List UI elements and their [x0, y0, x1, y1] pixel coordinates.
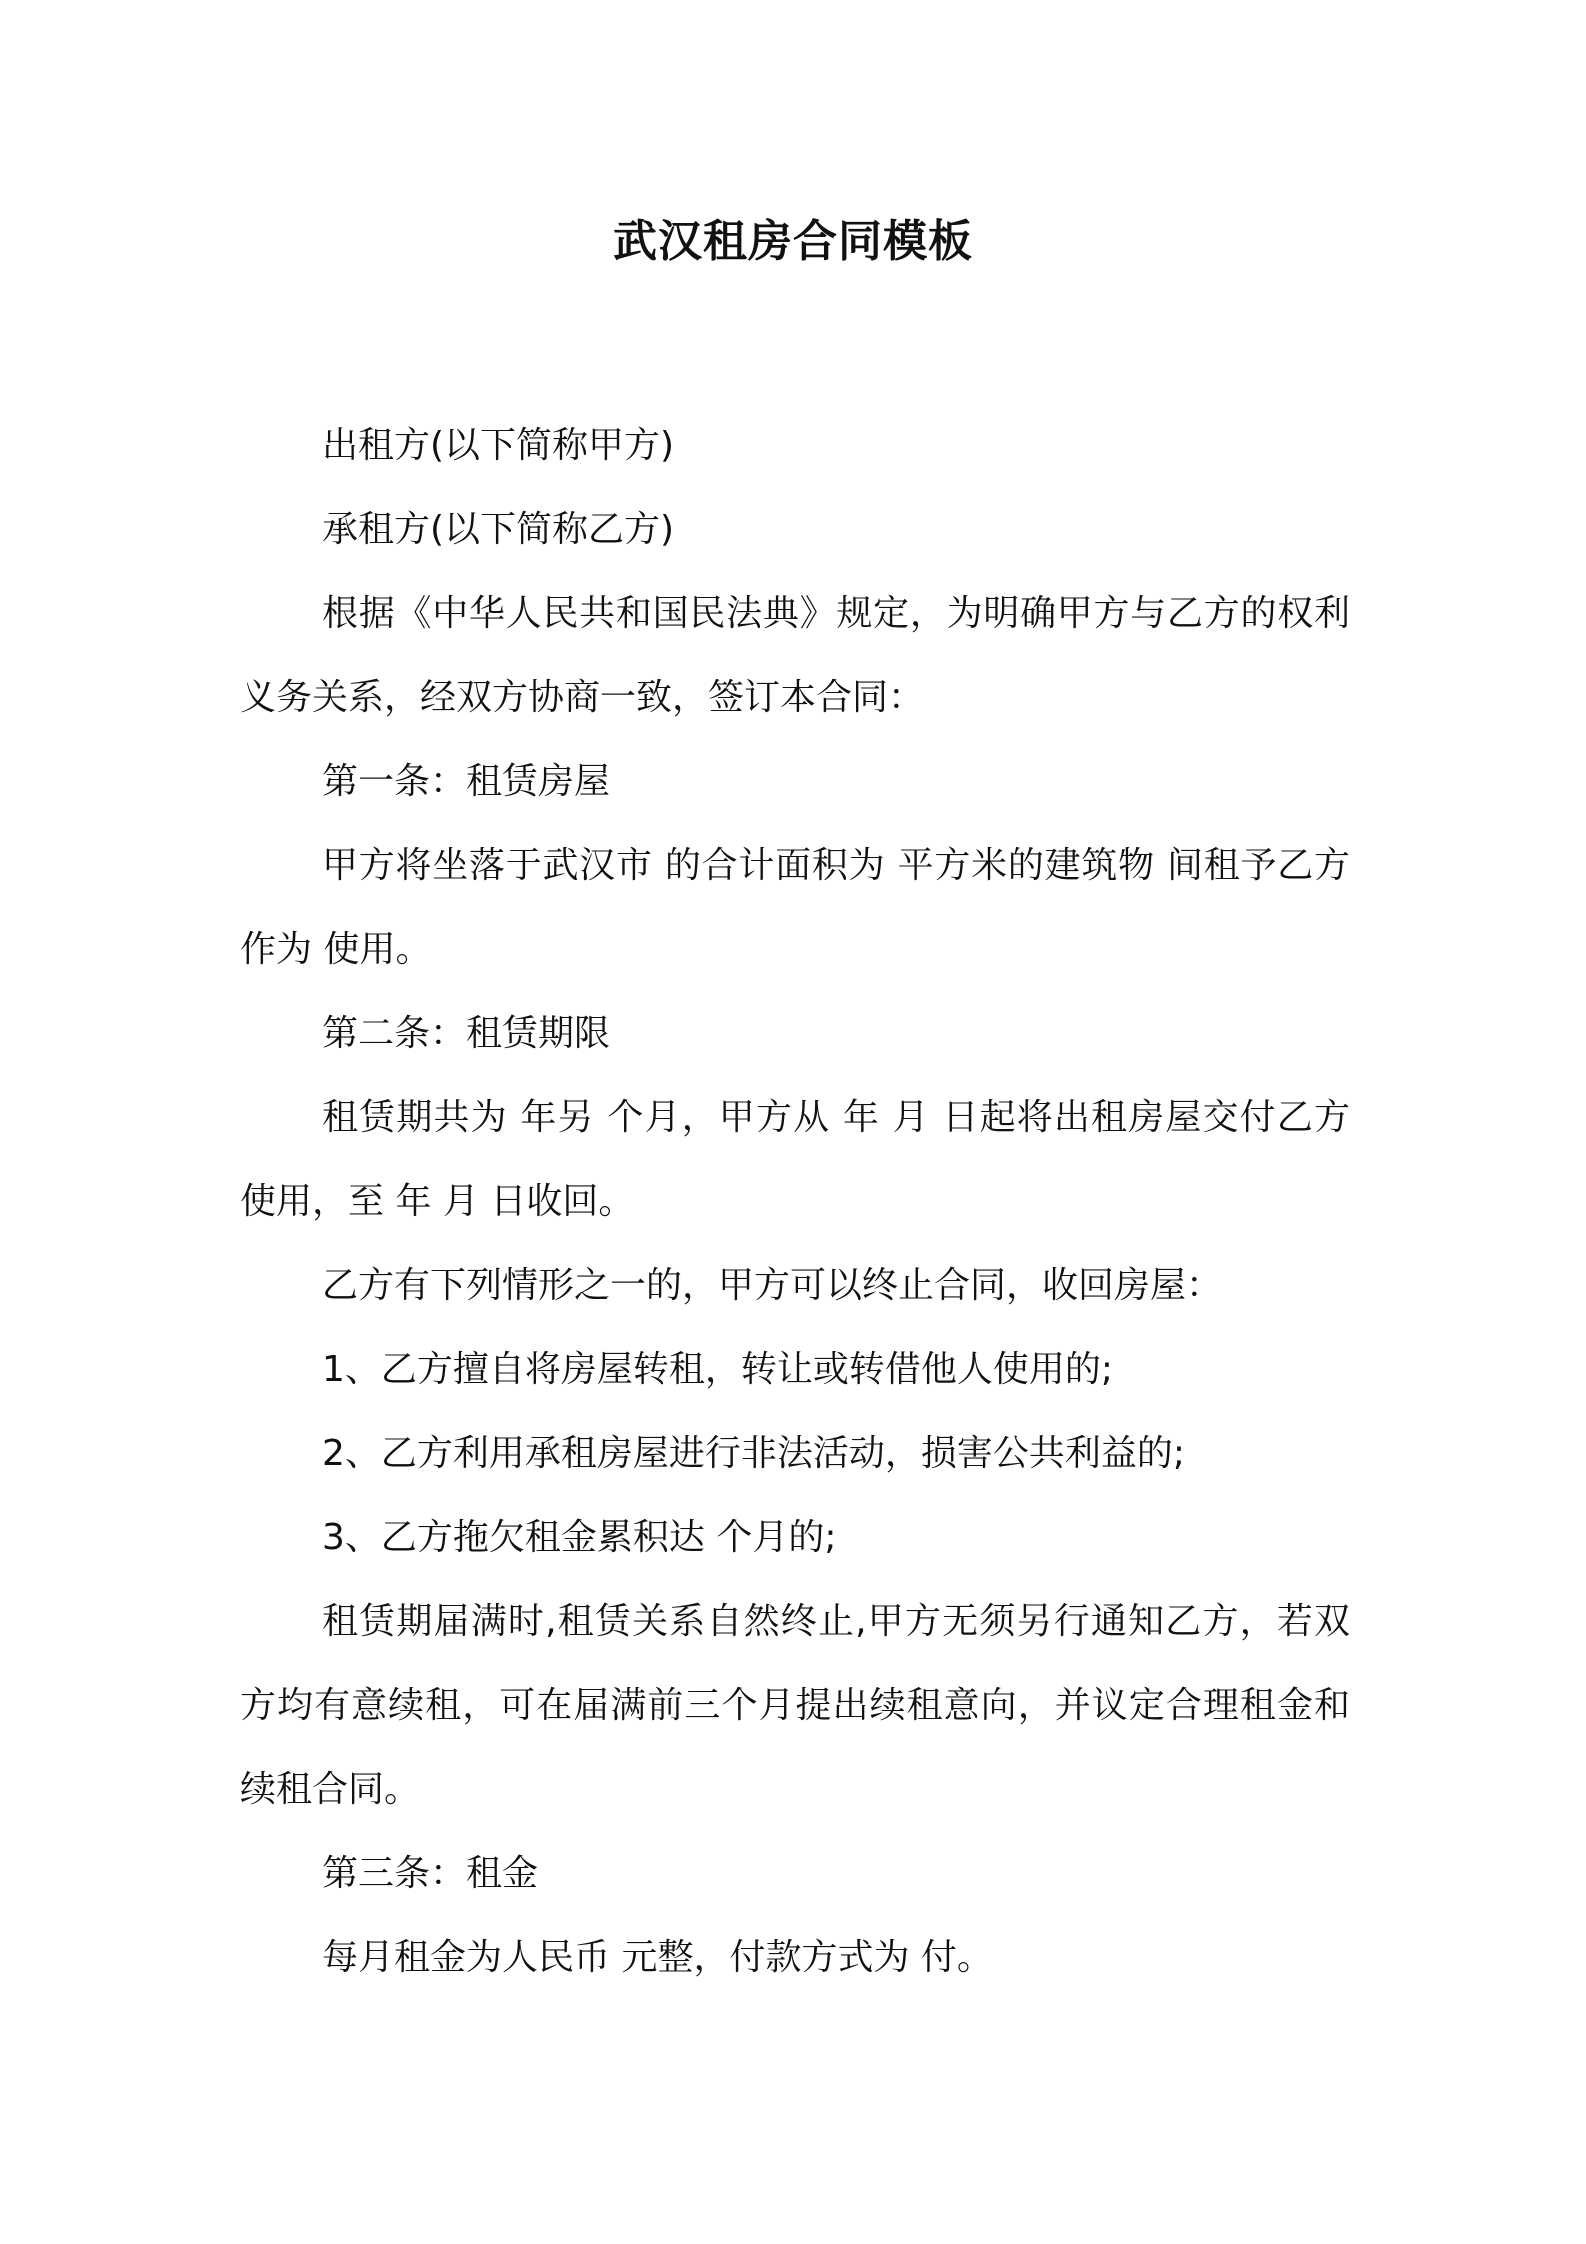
termination-item-3: 3、乙方拖欠租金累积达 个月的; [322, 1517, 837, 1558]
lessor-line: 出租方(以下简称甲方) [322, 425, 675, 466]
lessee-line: 承租方(以下简称乙方) [322, 509, 675, 550]
termination-intro: 乙方有下列情形之一的，甲方可以终止合同，收回房屋： [322, 1265, 1223, 1306]
document-body [240, 404, 1350, 2000]
lease-term-paragraph: 租赁期共为 年另 个月，甲方从 年 月 日起将出租房屋交付乙方使用，至 年 月 日收回。 [240, 1097, 1350, 1222]
termination-item-2: 2、乙方利用承租房屋进行非法活动，损害公共利益的; [322, 1433, 1186, 1474]
article-3-heading: 第三条：租金 [322, 1853, 539, 1894]
document-title: 武汉租房合同模板 [613, 216, 973, 267]
lease-expiry-paragraph: 租赁期届满时,租赁关系自然终止,甲方无须另行通知乙方，若双方均有意续租，可在届满前三个月提出续租意向，并议定合理租金和续租合同。 [240, 1601, 1350, 1810]
rent-paragraph: 每月租金为人民币 元整，付款方式为 付。 [322, 1937, 993, 1978]
termination-item-1: 1、乙方擅自将房屋转租，转让或转借他人使用的; [322, 1349, 1114, 1390]
article-1-text: 甲方将坐落于武汉市 的合计面积为 平方米的建筑物 间租予乙方作为 使用。 [240, 845, 1350, 970]
article-1-heading: 第一条：租赁房屋 [322, 761, 611, 802]
article-2-heading: 第二条：租赁期限 [322, 1013, 611, 1054]
preamble-paragraph: 根据《中华人民共和国民法典》规定，为明确甲方与乙方的权利义务关系，经双方协商一致，签订本合同： [240, 593, 1350, 718]
